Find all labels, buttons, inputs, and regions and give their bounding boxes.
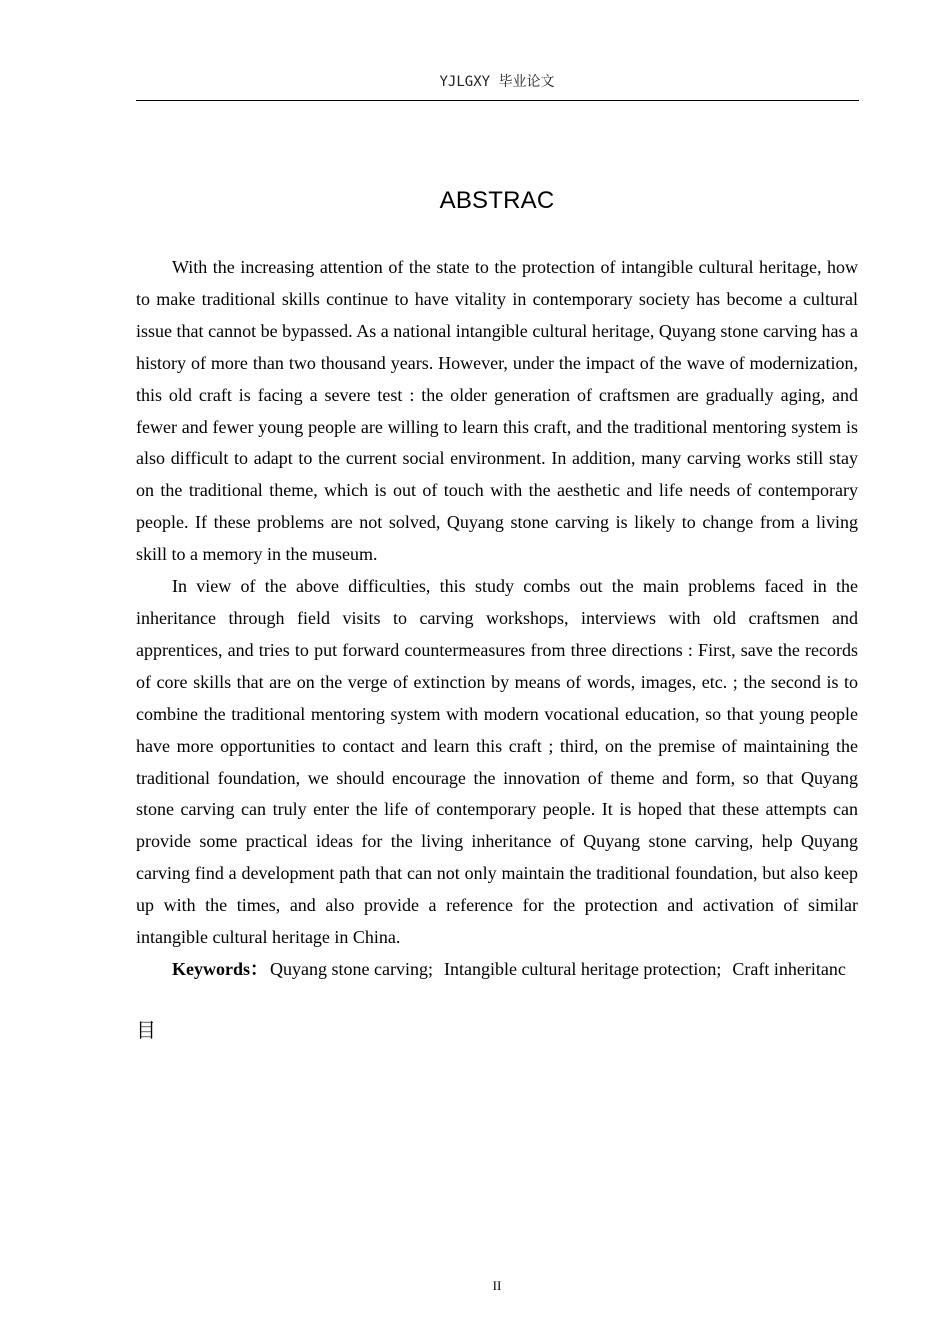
abstract-paragraph-2: In view of the above difficulties, this study combs out the main problems faced in the inheritance through field visits to carving workshops, interviews with old craftsmen and apprentices, and tries to put forward countermeasures from three directions : First, save the records of core skills that are on the verge of extinction by means of words, images, etc. ; the second is to combine the traditional mentoring system with modern vocational education, so that young people have more opportunities to contact and learn this craft ; third, on the premise of maintaining the traditional foundation, we should encourage the innovation of theme and form, so that Quyang stone carving can truly enter the life of contemporary people. It is hoped that these attempts can provide some practical ideas for the living inheritance of Quyang stone carving, help Quyang carving find a development path that can not only maintain the traditional foundation, but also keep up with the times, and also provide a reference for the protection and activation of similar intangible cultural heritage in China. [136, 576, 858, 948]
running-header: YJLGXY 毕业论文 [439, 74, 555, 90]
keywords-label: Keywords [172, 958, 250, 979]
abstract-paragraph-1: With the increasing attention of the state to the protection of intangible cultural heritage, how to make traditional skills continue to have vitality in contemporary society has become a cultural issue that cannot be bypassed. As a national intangible cultural heritage, Quyang stone carving has a history of more than two thousand years. However, under the impact of the wave of modernization, this old craft is facing a severe test : the older generation of craftsmen are gradually aging, and fewer and fewer young people are willing to learn this craft, and the traditional mentoring system is also difficult to adapt to the current social environment. In addition, many carving works still stay on the traditional theme, which is out of touch with the aesthetic and life needs of contemporary people. If these problems are not solved, Quyang stone carving is likely to change from a living skill to a memory in the museum. [136, 257, 858, 565]
keywords-separator: ： [250, 958, 268, 979]
keywords-line [136, 954, 858, 986]
header-rule [136, 100, 859, 101]
page-number: II [492, 1278, 502, 1293]
keyword-item: Intangible cultural heritage protection; [443, 958, 722, 979]
abstract-body [136, 252, 858, 986]
stray-character: 目 [136, 1018, 156, 1042]
keyword-item: Craft inheritanc [732, 958, 846, 979]
keyword-item: Quyang stone carving; [270, 958, 433, 979]
abstract-title: ABSTRAC [439, 187, 555, 214]
